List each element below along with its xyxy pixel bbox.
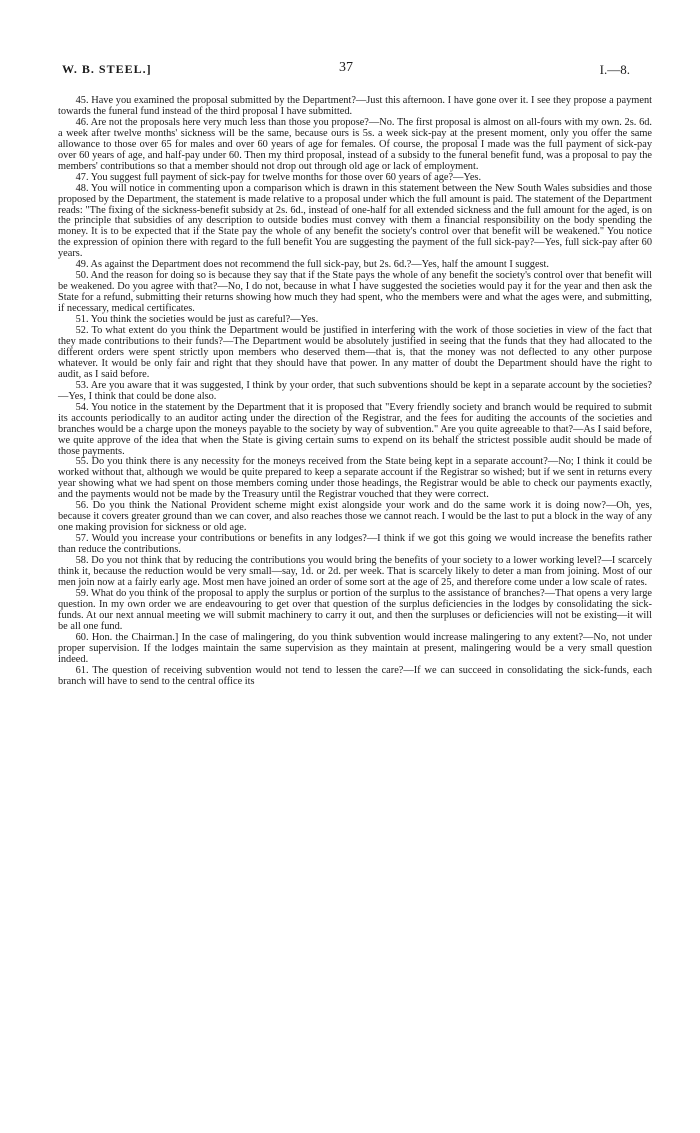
question-56: 56. Do you think the National Provident scheme might exist alongside your work and do the same work it is doing now?—Oh, yes, because it covers greater ground than we can cover, and also reaches those we cannot reach. I would be the last to put a block in the way of any one making provision for sickness or old age. xyxy=(58,500,652,534)
witness-name: W. B. STEEL.] xyxy=(62,62,152,76)
question-50: 50. And the reason for doing so is because they say that if the State pays the whole of any benefit the society's control over that benefit will be weakened. Do you agree with that?—No, I do not, because in what I have suggested the societies would pay it for the year and then ask the State for a refund, submitting their returns showing how much they had spent, who the members were and what the ages were, and submitting, if necessary, medical certificates. xyxy=(58,270,652,315)
question-52: 52. To what extent do you think the Department would be justified in interfering with the work of those societies in view of the fact that they made contributions to their funds?—The Department would be absolutely justified in seeing that the funds that they had allocated to the different orders were spent strictly upon members who deserved them—that is, that the money was not deflected to any other purpose whatever. It would be only fair and right that they should have that power. In any matter of doubt the Department should have the right to audit, as I said before. xyxy=(58,325,652,380)
question-51: 51. You think the societies would be just as careful?—Yes. xyxy=(75,314,319,326)
question-45: 45. Have you examined the proposal submitted by the Department?—Just this afternoon. I have gone over it. I see they propose a payment towards the funeral fund instead of the third proposal I have submitted. xyxy=(58,95,652,117)
page-header xyxy=(62,62,630,78)
page-number: 37 xyxy=(339,60,353,75)
question-58: 58. Do you not think that by reducing the contributions you would bring the benefits of your society to a lower working level?—I scarcely think it, because the reduction would be very small—say, 1d. or 2d. per week. That is scarcely likely to deter a man from joining. Most of our men join now at a fairly early age. Most men have joined an order of some sort at the age of 25, and therefore come under a low scale of rates. xyxy=(58,555,652,588)
question-47: 47. You suggest full payment of sick-pay for twelve months for those over 60 years of age?—Yes. xyxy=(75,171,482,183)
question-54: 54. You notice in the statement by the Department that it is proposed that "Every friendly society and branch would be required to submit its accounts periodically to an auditor acting under the direction of the Registrar, and the fees for auditing the accounts of the societies and branches would be a charge upon the moneys payable to the society by way of subvention." Are you quite agreeable to that?—As I said before, we quite approve of the idea that when the State is giving certain sums to expend on its behalf the strictest possible audit should be made of those payments. xyxy=(58,401,652,457)
question-55: 55. Do you think there is any necessity for the moneys received from the State being kept in a separate account?—No; I think it could be worked without that, although we would be quite prepared to keep a separate account if the Registrar so wished; but if we sent in returns every year showing what we had spent on those members coming under those headings, the Registrar would be able to check our payments exactly, and the payments would not be made by the Treasury until the Registrar vouched that they were correct. xyxy=(58,456,652,501)
evidence-text xyxy=(58,96,652,687)
question-57: 57. Would you increase your contributions or benefits in any lodges?—I think if we got this going we would increase the benefits rather than reduce the contributions. xyxy=(58,533,652,556)
question-46: 46. Are not the proposals here very much less than those you propose?—No. The first proposal is almost on all-fours with my own. 2s. 6d. a week after twelve months' sickness will be the same, because ours is 5s. a week sick-pay at the present moment, only you offer the same allowance to those over 65 for males and over 60 years of age for females. Of course, the proposal I made was the full payment of sick-pay over 60 years of age, and half-pay under 60. Then my third proposal, instead of a subsidy to the funeral benefit fund, was a proposal to pay the members' contributions so that a member should not drop out through old age or lack of employment. xyxy=(58,116,652,172)
question-60: 60. Hon. the Chairman.] In the case of malingering, do you think subvention would increase malingering to any extent?—No, not under proper supervision. If the lodges maintain the same supervision as they maintain at present, malingering would be a very small question indeed. xyxy=(58,631,652,665)
question-53: 53. Are you aware that it was suggested, I think by your order, that such subventions should be kept in a separate account by the societies?—Yes, I think that could be done also. xyxy=(58,379,652,402)
question-59: 59. What do you think of the proposal to apply the surplus or portion of the surplus to the assistance of branches?—That opens a very large question. In my own order we are endeavouring to get over that question of the surplus deficiencies in the lodges by consolidating the sick-funds. At our next annual meeting we will submit machinery to carry it out, and then the surpluses or deficiencies will not be existing—it will be all one fund. xyxy=(58,587,652,632)
question-48: 48. You will notice in commenting upon a comparison which is drawn in this statement between the New South Wales subsidies and those proposed by the Department, the statement is made relative to a proposal under which the full amount is paid. The statement of the Department reads: "The fixing of the sickness-benefit subsidy at 2s. 6d., instead of one-half for all extended sickness and the full amount for the aged, is on the principle that subsidies of any description to outside bodies must convey with them a financial responsibility on the body spending the money. It is to be expected that if the State pay the whole of any benefit the society's control over that benefit will be weakened." You notice the expression of opinion there with regard to the full benefit You are suggesting the payment of the full sick-pay?—Yes, full sick-pay after 60 years. xyxy=(58,182,652,260)
question-61: 61. The question of receiving subvention would not tend to lessen the care?—If we can succeed in consolidating the sick-funds, each branch will have to send to the central office its xyxy=(58,664,652,687)
question-49: 49. As against the Department does not recommend the full sick-pay, but 2s. 6d.?—Yes, half the amount I suggest. xyxy=(75,259,550,271)
paper-reference: I.—8. xyxy=(599,62,630,77)
